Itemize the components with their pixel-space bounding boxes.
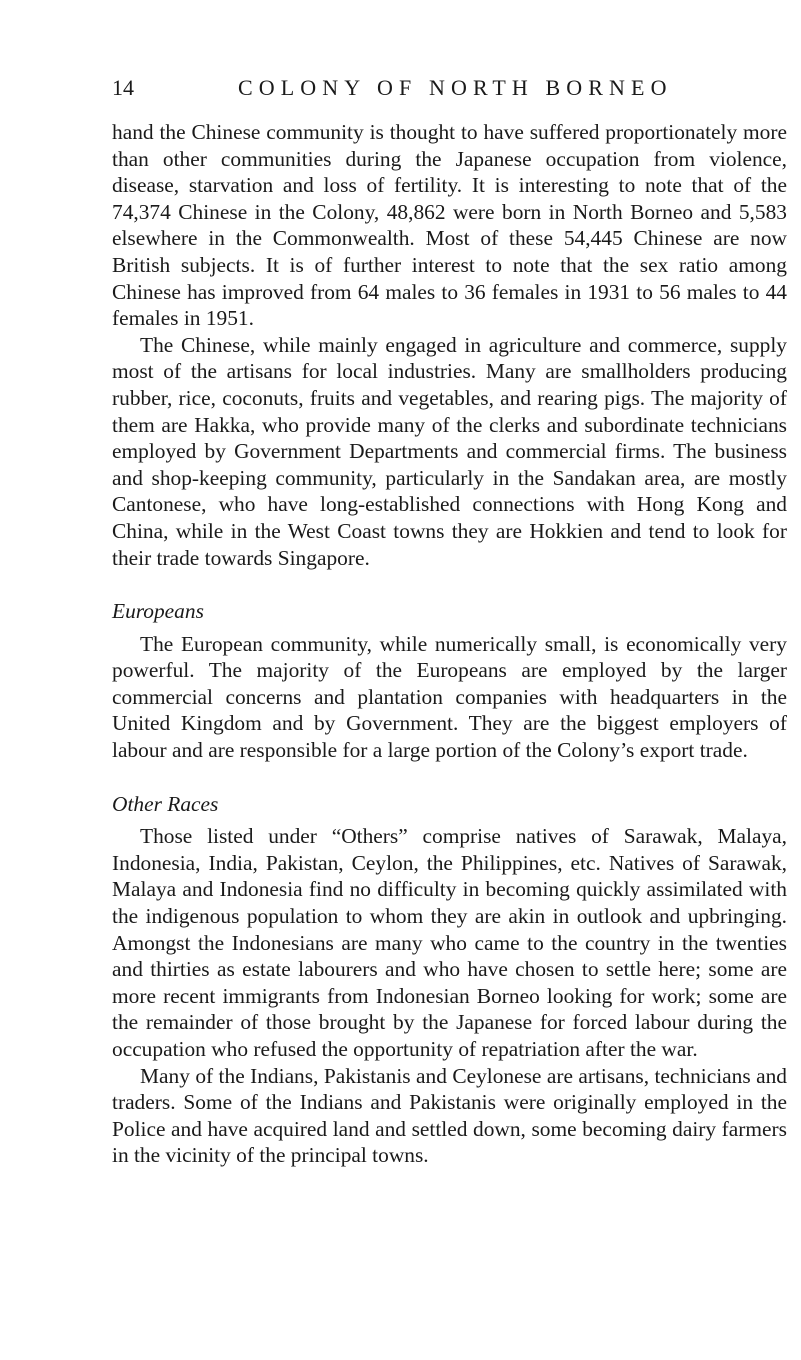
paragraph-chinese-occupations: The Chinese, while mainly engaged in agriculture and commerce, supply most of the artisans for local industries. Many are smallholders producing rubber, rice, coconuts, fruits and vegetables, and rearing pigs. The majority of them are Hakka, who provide many of the clerks and subordinate technicians employed by Government Departments and commercial firms. The business and shop-keeping community, particularly in the Sandakan area, are mostly Cantonese, who have long-established connections with Hong Kong and China, while in the West Coast towns they are Hokkien and tend to look for their trade towards Singapore. <box>112 332 787 570</box>
section-heading-europeans: Europeans <box>112 599 204 624</box>
paragraph-other-races: Those listed under “Others” comprise natives of Sarawak, Malaya, Indonesia, India, Pakistan, Ceylon, the Philippines, etc. Natives of Sarawak, Malaya and Indonesia find no difficulty in becoming quickly assimilated with the indigenous population to whom they are akin in outlook and upbringing. Amongst the Indonesians are many who came to the country in the twenties and thirties as estate labourers and who have chosen to settle here; some are more recent immigrants from Indonesian Borneo looking for work; some are the remainder of those brought by the Japanese for forced labour during the occupation who refused the opportunity of repatriation after the war. <box>112 824 787 1061</box>
page-number: 14 <box>112 75 134 100</box>
running-header-title: COLONY OF NORTH BORNEO <box>238 75 673 100</box>
paragraph-indians-pakistanis-ceylonese: Many of the Indians, Pakistanis and Ceylonese are artisans, technicians and traders. Some of the Indians and Pakistanis were originally employed in the Police and have acquired land and settled down, some becoming dairy farmers in the vicinity of the principal towns. <box>112 1063 787 1168</box>
paragraph-chinese-population: hand the Chinese community is thought to have suffered proportionately more than other communities during the Japanese occupation from violence, disease, starvation and loss of fertility. It is interesting to note that of the 74,374 Chinese in the Colony, 48,862 were born in North Borneo and 5,583 elsewhere in the Commonwealth. Most of these 54,445 Chinese are now British subjects. It is of further interest to note that the sex ratio among Chinese has improved from 64 males to 36 females in 1931 to 56 males to 44 females in 1951. <box>112 120 787 331</box>
paragraph-europeans: The European community, while numerically small, is economically very powerful. The majority of the Europeans are employed by the larger commercial concerns and plantation companies with headquarters in the United Kingdom and by Government. They are the biggest employers of labour and are responsible for a large portion of the Colony’s export trade. <box>112 631 787 763</box>
running-header <box>112 75 672 105</box>
body-text <box>112 119 787 1169</box>
section-heading-other-races: Other Races <box>112 791 219 816</box>
